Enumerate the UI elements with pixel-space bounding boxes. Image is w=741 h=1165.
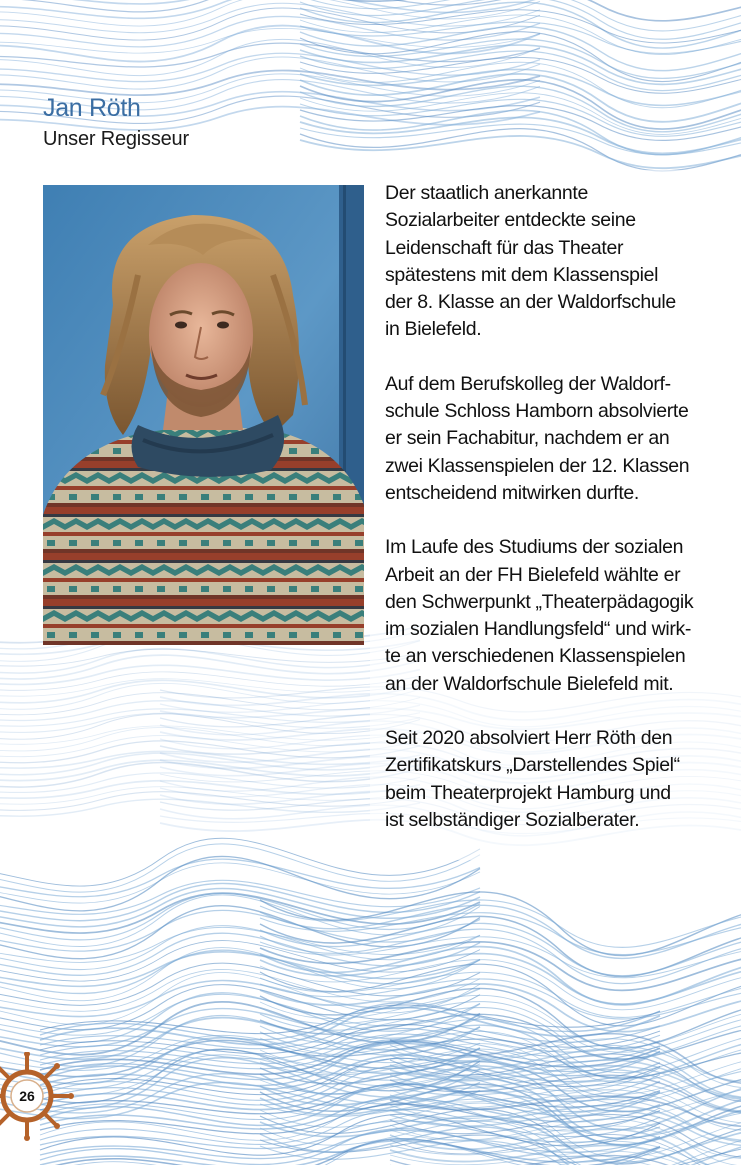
bio-line: Seit 2020 absolviert Herr Röth den [385,727,673,750]
bio-line: Zertifikatskurs „Darstellendes Spiel“ [385,754,680,777]
person-name: Jan Röth [43,94,141,122]
wave-stroke [300,69,741,105]
wave-stroke [0,859,480,897]
bio-text [385,180,735,861]
person-role: Unser Regisseur [43,128,189,150]
bio-line: im sozialen Handlungsfeld“ und wirk- [385,618,692,641]
bio-line: Leidenschaft für das Theater [385,236,624,259]
wave-stroke [0,3,540,33]
bio-paragraph [385,371,735,507]
bio-line: Der staatlich anerkannte [385,182,588,204]
wave-stroke [300,26,741,70]
bio-line: ist selbständiger Sozialberater. [385,808,640,831]
bio-line: Arbeit an der FH Bielefeld wählte er [385,563,681,586]
bio-paragraph [385,180,735,344]
bio-line: den Schwerpunkt „Theaterpädagogik [385,590,694,613]
bio-line: der 8. Klasse an der Waldorfschule [385,291,676,314]
bio-paragraph [385,534,735,698]
page-number: 26 [19,1088,35,1104]
bio-line: in Bielefeld. [385,318,482,341]
bio-line: Sozialarbeiter entdeckte seine [385,209,636,232]
bio-line: spätestens mit dem Klassenspiel [385,263,659,286]
wave-stroke [0,792,420,811]
bio-line: an der Waldorfschule Bielefeld mit. [385,672,674,695]
bio-line: te an verschiedenen Klassenspielen [385,645,686,668]
bio-line: Auf dem Berufskolleg der Waldorf- [385,372,671,395]
portrait-photo [43,185,364,645]
bio-line: beim Theaterprojekt Hamburg und [385,781,671,804]
bio-line: Im Laufe des Studiums der sozialen [385,536,684,559]
bio-line: zwei Klassenspielen der 12. Klassen [385,454,690,477]
bio-line: er sein Fachabitur, nachdem er an [385,427,670,450]
bio-line: entscheidend mitwirken durfte. [385,481,639,504]
bio-line: schule Schloss Hamborn absolvierte [385,400,689,423]
bio-paragraph [385,725,735,834]
